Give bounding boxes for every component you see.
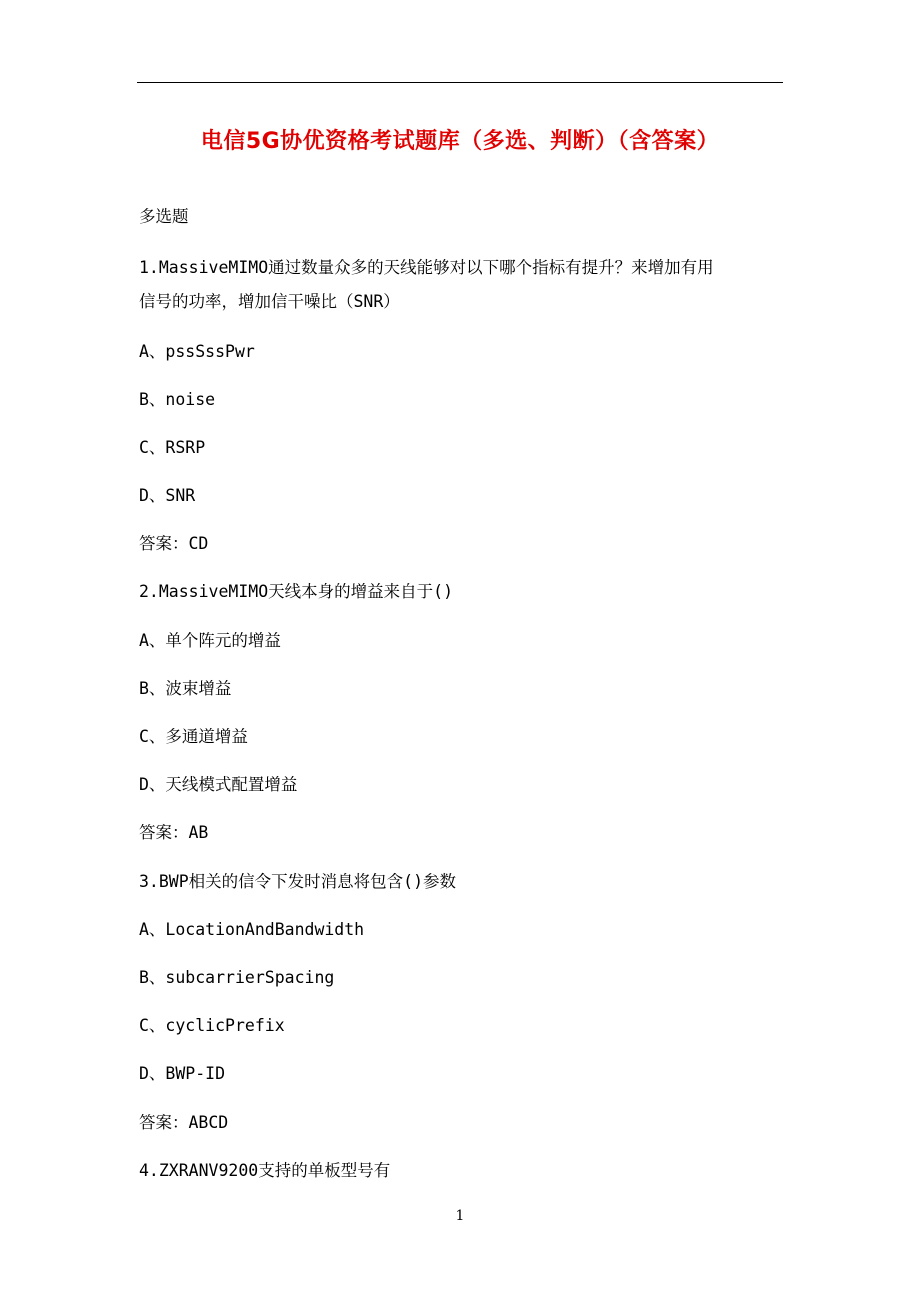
question-3-option-c: C、cyclicPrefix bbox=[139, 1016, 285, 1035]
question-2-option-a: A、单个阵元的增益 bbox=[139, 631, 281, 650]
question-2-answer: 答案：AB bbox=[139, 823, 209, 842]
question-1-answer: 答案：CD bbox=[139, 534, 209, 553]
question-1-option-d: D、SNR bbox=[139, 486, 196, 505]
question-3: 3.BWP相关的信令下发时消息将包含()参数 bbox=[139, 872, 457, 891]
question-1-option-a: A、pssSssPwr bbox=[139, 342, 255, 361]
question-2-option-d: D、天线模式配置增益 bbox=[139, 775, 298, 794]
page-number: 1 bbox=[455, 1208, 465, 1224]
question-2-option-b: B、波束增益 bbox=[139, 679, 232, 698]
question-3-option-a: A、LocationAndBandwidth bbox=[139, 920, 365, 939]
question-1-option-b: B、noise bbox=[139, 390, 216, 409]
question-1-line-2: 信号的功率，增加信干噪比（SNR） bbox=[139, 292, 400, 311]
question-2: 2.MassiveMIMO天线本身的增益来自于() bbox=[139, 582, 454, 601]
document-title: 电信5G协优资格考试题库（多选、判断）（含答案） bbox=[200, 129, 720, 154]
question-3-option-d: D、BWP-ID bbox=[139, 1064, 226, 1083]
question-2-option-c: C、多通道增益 bbox=[139, 727, 248, 746]
question-4: 4.ZXRANV9200支持的单板型号有 bbox=[139, 1161, 391, 1180]
header-rule bbox=[137, 82, 783, 83]
question-1-line-1: 1.MassiveMIMO通过数量众多的天线能够对以下哪个指标有提升？来增加有用 bbox=[139, 258, 714, 277]
section-heading: 多选题 bbox=[139, 207, 189, 226]
question-3-answer: 答案：ABCD bbox=[139, 1113, 229, 1132]
question-3-option-b: B、subcarrierSpacing bbox=[139, 968, 335, 987]
question-1-option-c: C、RSRP bbox=[139, 438, 206, 457]
